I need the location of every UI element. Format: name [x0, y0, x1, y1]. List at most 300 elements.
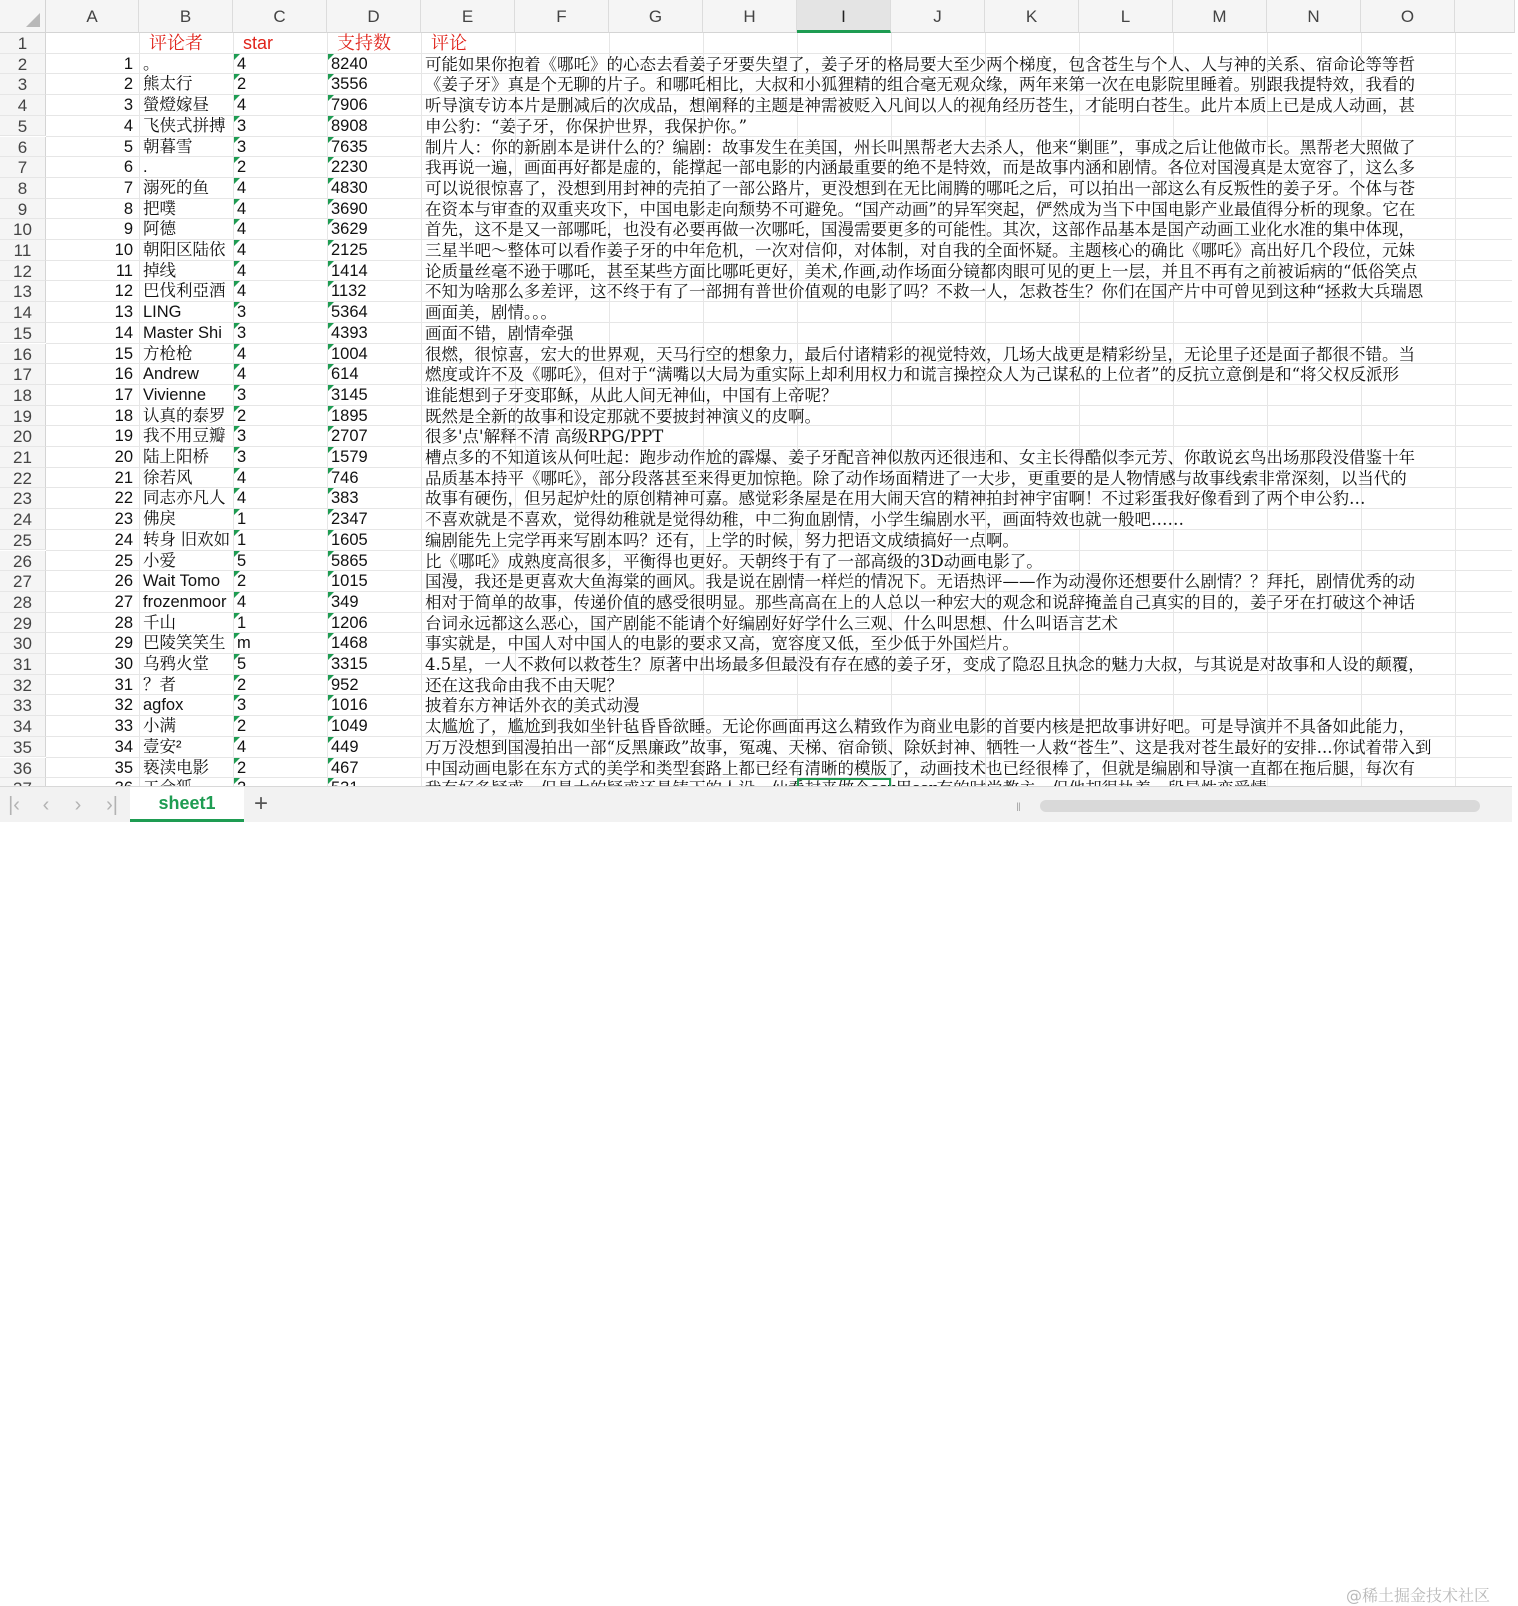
cell-reviewer[interactable]: Vivienne — [143, 385, 206, 404]
cell-support-count[interactable]: 4393 — [331, 323, 368, 342]
cell-reviewer[interactable]: 阿德 — [143, 220, 176, 239]
row-header[interactable]: 19 — [0, 406, 46, 427]
cell-support-count[interactable]: 1206 — [331, 613, 368, 632]
cell-star[interactable]: 1 — [237, 510, 247, 529]
add-sheet-button[interactable]: + — [253, 790, 268, 817]
row-header[interactable]: 11 — [0, 240, 46, 261]
row-header[interactable]: 2 — [0, 54, 46, 75]
number-as-text-flag-icon — [328, 488, 334, 494]
number-as-text-flag-icon — [328, 592, 334, 598]
number-as-text-flag-icon — [328, 571, 334, 577]
row-header[interactable]: 35 — [0, 737, 46, 758]
number-as-text-flag-icon — [328, 406, 334, 412]
number-as-text-flag-icon — [234, 281, 240, 287]
cell-reviewer[interactable]: 巴陵笑笑生 — [143, 634, 226, 653]
scroll-split-handle[interactable]: ‖ — [1016, 800, 1021, 814]
number-as-text-flag-icon — [234, 530, 240, 536]
header-cell-b[interactable]: 评论者 — [149, 33, 203, 54]
cell-reviewer[interactable]: 掉线 — [143, 261, 176, 280]
number-as-text-flag-icon — [234, 116, 240, 122]
number-as-text-flag-icon — [328, 613, 334, 619]
cell-index[interactable]: 22 — [114, 489, 133, 508]
cell-index[interactable]: 5 — [123, 137, 133, 156]
column-header-n[interactable]: N — [1267, 0, 1361, 33]
cell-comment[interactable]: 比《哪吒》成熟度高很多，平衡得也更好。天朝终于有了一部高级的3D动画电影了。 — [425, 551, 1043, 571]
cell-reviewer[interactable]: 壹安² — [143, 737, 182, 756]
cell-support-count[interactable]: 1468 — [331, 634, 368, 653]
cell-support-count[interactable]: 383 — [331, 489, 359, 508]
row-header[interactable]: 28 — [0, 592, 46, 613]
cell-comment[interactable]: 《姜子牙》真是个无聊的片子。和哪吒相比，大叔和小狐狸精的组合毫无观众缘，两年来第一次在电影院里睡着。别跟我提特效，我看的 — [425, 75, 1415, 95]
number-as-text-flag-icon — [328, 261, 334, 267]
cell-comment[interactable]: 既然是全新的故事和设定那就不要披封神演义的皮啊。 — [425, 406, 821, 426]
cell-star[interactable]: 4 — [237, 220, 247, 239]
cell-support-count[interactable]: 3315 — [331, 655, 368, 673]
cell-comment[interactable]: 论质量丝毫不逊于哪吒，甚至某些方面比哪吒更好，美术,作画,动作场面分镜都肉眼可见的更上一层，并且不再有之前被诟病的“低俗笑点 — [425, 261, 1418, 281]
cell-comment[interactable]: 三星半吧～整体可以看作姜子牙的中年危机，一次对信仰，对体制，对自我的全面怀疑。主题核心的确比《哪吒》高出好几个段位，元妹 — [425, 241, 1415, 260]
row-header[interactable]: 15 — [0, 323, 46, 344]
cell-comment[interactable]: 编剧能先上完学再来写剧本吗？还有，上学的时候，努力把语文成绩搞好一点啊。 — [425, 530, 1019, 550]
cell-reviewer[interactable]: 徐若风 — [143, 468, 193, 487]
column-header-f[interactable]: F — [515, 0, 609, 33]
number-as-text-flag-icon — [328, 240, 334, 246]
number-as-text-flag-icon — [234, 633, 240, 639]
number-as-text-flag-icon — [234, 468, 240, 474]
number-as-text-flag-icon — [328, 778, 334, 784]
number-as-text-flag-icon — [328, 654, 334, 660]
number-as-text-flag-icon — [328, 157, 334, 163]
cell-comment[interactable]: 画面不错，剧情牵强 — [425, 323, 574, 343]
row-header[interactable]: 1 — [0, 33, 46, 54]
cell-comment[interactable]: 4.5星，一人不救何以救苍生？原著中出场最多但最没有存在感的姜子牙，变成了隐忍且执念的魅力大叔，与其说是对故事和人设的颠覆， — [425, 655, 1425, 674]
cell-index[interactable]: 16 — [114, 365, 133, 384]
row-header[interactable]: 31 — [0, 654, 46, 675]
cell-comment[interactable]: 还在这我命由我不由天呢？ — [425, 675, 623, 695]
cell-index[interactable]: 15 — [114, 344, 133, 363]
cell-index[interactable]: 9 — [123, 220, 133, 239]
cell-reviewer[interactable]: 方枪枪 — [143, 344, 193, 363]
cell-star[interactable]: 3 — [237, 427, 247, 446]
cell-comment[interactable]: 我再说一遍，画面再好都是虚的，能撑起一部电影的内涵最重要的绝不是特效，而是故事内涵和剧情。各位对国漫真是太宽容了，这么多 — [425, 158, 1415, 178]
column-header-j[interactable]: J — [891, 0, 985, 33]
cell-index[interactable]: 20 — [114, 448, 133, 466]
row-header[interactable]: 4 — [0, 95, 46, 116]
number-as-text-flag-icon — [234, 74, 240, 80]
cell-star[interactable]: 2 — [237, 406, 247, 425]
cell-comment[interactable]: 品质基本持平《哪吒》，部分段落甚至来得更加惊艳。除了动作场面精进了一大步，更重要的是人物情感与故事线索非常深刻，以当代的 — [425, 468, 1407, 488]
cell-support-count[interactable]: 614 — [331, 365, 359, 384]
last-sheet-icon[interactable]: ›| — [106, 794, 118, 816]
cell-index[interactable]: 14 — [114, 323, 133, 342]
number-as-text-flag-icon — [234, 385, 240, 391]
cell-support-count[interactable]: 3556 — [331, 75, 368, 94]
cell-index[interactable]: 17 — [114, 385, 133, 404]
cell-comment[interactable]: 国漫，我还是更喜欢大鱼海棠的画风。我是说在剧情一样烂的情况下。无语热评——作为动漫你还想要什么剧情？？拜托，剧情优秀的动 — [425, 572, 1415, 592]
number-as-text-flag-icon — [328, 54, 334, 60]
column-header-b[interactable]: B — [139, 0, 233, 33]
number-as-text-flag-icon — [234, 509, 240, 515]
number-as-text-flag-icon — [234, 675, 240, 681]
cell-support-count[interactable]: 1579 — [331, 448, 368, 466]
cell-reviewer[interactable]: 亵渎电影 — [143, 758, 209, 777]
column-header-i[interactable]: I — [797, 0, 891, 33]
number-as-text-flag-icon — [328, 468, 334, 474]
number-as-text-flag-icon — [328, 426, 334, 432]
cell-index[interactable]: 24 — [114, 530, 133, 549]
cell-star[interactable]: 3 — [237, 696, 247, 715]
cell-star[interactable]: 2 — [237, 675, 247, 694]
header-cell-d[interactable]: 支持数 — [337, 33, 391, 54]
cell-star[interactable]: 2 — [237, 75, 247, 94]
number-as-text-flag-icon — [234, 406, 240, 412]
row-header[interactable]: 32 — [0, 675, 46, 696]
cell-comment[interactable]: 故事有硬伤，但另起炉灶的原创精神可嘉。感觉彩条屋是在用大闹天宫的精神拍封神宇宙啊！不过彩蛋我好像看到了两个申公豹… — [425, 489, 1366, 509]
cell-index[interactable]: 4 — [123, 116, 133, 135]
number-as-text-flag-icon — [234, 137, 240, 143]
cell-support-count[interactable]: 2347 — [331, 510, 368, 529]
cell-reviewer[interactable]: frozenmoor — [143, 592, 227, 611]
cell-support-count[interactable]: 1132 — [331, 282, 367, 301]
number-as-text-flag-icon — [328, 116, 334, 122]
cell-reviewer[interactable]: 小爱 — [143, 551, 176, 570]
number-as-text-flag-icon — [328, 530, 334, 536]
cell-reviewer[interactable]: 小满 — [143, 717, 176, 736]
cell-comment[interactable]: 燃度或许不及《哪吒》，但对于“满嘴以大局为重实际上却利用权力和谎言操控众人为己谋私的上位者”的反抗立意倒是和“将父权反派形 — [425, 365, 1400, 385]
cell-index[interactable]: 27 — [114, 592, 133, 611]
cell-star[interactable]: 4 — [237, 737, 247, 756]
number-as-text-flag-icon — [328, 344, 334, 350]
cell-index[interactable]: 28 — [114, 613, 133, 632]
cell-index[interactable]: 6 — [123, 158, 133, 177]
cell-comment[interactable]: 不知为啥那么多差评，这不终于有了一部拥有普世价值观的电影了吗？不救一人，怎救苍生？你们在国产片中可曾见到这种“拯救大兵瑞恩 — [425, 282, 1424, 302]
number-as-text-flag-icon — [234, 54, 240, 60]
spreadsheet-grid[interactable] — [0, 0, 1512, 786]
column-header-c[interactable]: C — [233, 0, 327, 33]
cell-reviewer[interactable]: . — [143, 158, 148, 177]
row-header[interactable]: 24 — [0, 509, 46, 530]
row-header[interactable]: 14 — [0, 302, 46, 323]
cell-comment[interactable]: 申公豹：“姜子牙，你保护世界，我保护你。” — [425, 116, 748, 136]
cell-star[interactable]: 1 — [237, 530, 247, 549]
cell-star[interactable]: m — [237, 634, 251, 653]
number-as-text-flag-icon — [234, 219, 240, 225]
cell-comment[interactable]: 首先，这不是又一部哪吒，也没有必要再做一次哪吒，国漫需要更多的可能性。其次，这部作品基本是国产动画工业化水准的集中体现， — [425, 220, 1415, 240]
cell-support-count[interactable]: 1016 — [331, 696, 368, 715]
cell-reviewer[interactable]: ？者 — [143, 675, 176, 694]
cell-index[interactable]: 10 — [114, 241, 133, 259]
cell-index[interactable]: 2 — [123, 75, 133, 94]
column-header-a[interactable]: A — [46, 0, 139, 33]
cell-reviewer[interactable]: 。 — [143, 54, 160, 73]
cell-star[interactable]: 4 — [237, 344, 247, 363]
row-header[interactable]: 6 — [0, 137, 46, 158]
row-header[interactable]: 3 — [0, 74, 46, 95]
cell-star[interactable]: 3 — [237, 323, 247, 342]
number-as-text-flag-icon — [234, 157, 240, 163]
cell-comment[interactable]: 可以说很惊喜了，没想到用封神的壳拍了一部公路片，更没想到在无比闹腾的哪吒之后，可以拍出一部这么有反叛性的姜子牙。个体与苍 — [425, 178, 1415, 198]
sheet-tab-bar — [0, 786, 1512, 1605]
cell-comment[interactable]: 画面美，剧情。。。 — [425, 303, 557, 323]
cell-reviewer[interactable]: LING — [143, 303, 182, 322]
column-header-h[interactable]: H — [703, 0, 797, 33]
cell-support-count[interactable]: 2230 — [331, 158, 368, 177]
row-header[interactable]: 16 — [0, 344, 46, 365]
cell-support-count[interactable]: 1004 — [331, 344, 368, 363]
row-header[interactable]: 34 — [0, 716, 46, 737]
first-sheet-icon[interactable]: |‹ — [8, 794, 20, 816]
cell-support-count[interactable]: 7635 — [331, 137, 368, 156]
select-all-icon — [26, 13, 40, 27]
row-header[interactable]: 9 — [0, 199, 46, 220]
number-as-text-flag-icon — [234, 488, 240, 494]
row-header[interactable]: 7 — [0, 157, 46, 178]
cell-index[interactable]: 35 — [114, 758, 133, 777]
next-sheet-icon[interactable]: › — [74, 794, 82, 816]
cell-reviewer[interactable]: 溺死的鱼 — [143, 178, 209, 197]
row-header[interactable]: 29 — [0, 613, 46, 634]
cell-support-count[interactable]: 746 — [331, 468, 359, 487]
cell-support-count[interactable]: 1895 — [331, 406, 368, 425]
number-as-text-flag-icon — [328, 199, 334, 205]
number-as-text-flag-icon — [234, 551, 240, 557]
cell-star[interactable]: 3 — [237, 303, 247, 322]
cell-support-count[interactable]: 2707 — [331, 427, 368, 446]
cell-reviewer[interactable]: 我不用豆瓣 — [143, 427, 226, 446]
cell-reviewer[interactable]: 乌鸦火堂 — [143, 655, 209, 673]
cell-star[interactable]: 2 — [237, 158, 247, 177]
row-header[interactable]: 25 — [0, 530, 46, 551]
number-as-text-flag-icon — [234, 737, 240, 743]
cell-index[interactable]: 30 — [114, 655, 133, 673]
cell-star[interactable]: 3 — [237, 137, 247, 156]
cell-star[interactable]: 4 — [237, 199, 247, 218]
number-as-text-flag-icon — [234, 302, 240, 308]
cell-star[interactable]: 2 — [237, 717, 247, 736]
cell-reviewer[interactable]: 熊太行 — [143, 75, 193, 94]
cell-index[interactable]: 23 — [114, 510, 133, 529]
tab-sheet1[interactable]: sheet1 — [130, 787, 244, 822]
cell-comment[interactable]: 很燃，很惊喜，宏大的世界观，天马行空的想象力，最后付诸精彩的视觉特效，几场大战更是精彩纷呈，无论里子还是面子都很不错。当 — [425, 344, 1415, 364]
column-header-partial[interactable] — [1455, 0, 1515, 33]
cell-reviewer[interactable]: 同志亦凡人 — [143, 489, 226, 508]
number-as-text-flag-icon — [234, 571, 240, 577]
cell-index[interactable]: 18 — [114, 406, 133, 425]
cell-star[interactable]: 4 — [237, 592, 247, 611]
number-as-text-flag-icon — [328, 281, 334, 287]
cell-comment[interactable]: 谁能想到子牙变耶稣，从此人间无神仙，中国有上帝呢？ — [425, 385, 838, 405]
row-header[interactable]: 36 — [0, 758, 46, 779]
cell-comment[interactable]: 中国动画电影在东方式的美学和类型套路上都已经有清晰的模版了，动画技术也已经很棒了，但就是编剧和导演一直都在拖后腿，每次有 — [425, 758, 1415, 778]
horizontal-scrollbar[interactable] — [1040, 800, 1480, 812]
number-as-text-flag-icon — [328, 302, 334, 308]
number-as-text-flag-icon — [328, 385, 334, 391]
column-header-m[interactable]: M — [1173, 0, 1267, 33]
row-header[interactable]: 26 — [0, 551, 46, 572]
row-header[interactable]: 12 — [0, 261, 46, 282]
cell-index[interactable]: 1 — [123, 54, 133, 73]
cell-comment[interactable]: 制片人：你的新剧本是讲什么的？编剧：故事发生在美国，州长叫黑帮老大去杀人，他来“剿匪”，事成之后让他做市长。黑帮老大照做了 — [425, 137, 1416, 157]
number-as-text-flag-icon — [328, 551, 334, 557]
column-header-e[interactable]: E — [421, 0, 515, 33]
number-as-text-flag-icon — [328, 364, 334, 370]
number-as-text-flag-icon — [234, 654, 240, 660]
number-as-text-flag-icon — [234, 240, 240, 246]
number-as-text-flag-icon — [234, 95, 240, 101]
cell-comment[interactable]: 可能如果你抱着《哪吒》的心态去看姜子牙要失望了，姜子牙的格局要大至少两个梯度，包含苍生与个人、人与神的关系、宿命论等等哲 — [425, 54, 1415, 74]
cell-reviewer[interactable]: 朝暮雪 — [143, 137, 193, 156]
cell-reviewer[interactable]: 千山 — [143, 613, 176, 632]
cell-reviewer[interactable]: 巴伐利亞酒 — [143, 282, 226, 301]
number-as-text-flag-icon — [234, 716, 240, 722]
cell-comment[interactable]: 在资本与审查的双重夹攻下，中国电影走向颓势不可避免。“国产动画”的异军突起，俨然成为当下中国电影产业最值得分析的现象。它在 — [425, 199, 1416, 219]
cell-comment[interactable]: 相对于简单的故事，传递价值的感受很明显。那些高高在上的人总以一种宏大的观念和说辞掩盖自己真实的目的，姜子牙在打破这个神话 — [425, 592, 1415, 612]
cell-support-count[interactable]: 2125 — [331, 241, 368, 259]
row-header[interactable]: 21 — [0, 447, 46, 468]
row-header[interactable]: 13 — [0, 281, 46, 302]
number-as-text-flag-icon — [328, 758, 334, 764]
number-as-text-flag-icon — [234, 344, 240, 350]
number-as-text-flag-icon — [234, 199, 240, 205]
cell-star[interactable]: 1 — [237, 613, 247, 632]
column-header-o[interactable]: O — [1361, 0, 1455, 33]
cell-star[interactable]: 4 — [237, 241, 247, 259]
number-as-text-flag-icon — [234, 778, 240, 784]
row-header[interactable]: 5 — [0, 116, 46, 137]
cell-star[interactable]: 2 — [237, 572, 247, 591]
header-cell-c[interactable]: star — [243, 33, 274, 53]
column-header-l[interactable]: L — [1079, 0, 1173, 33]
cell-reviewer[interactable]: 飞侠式拼搏 — [143, 116, 226, 135]
row-header[interactable]: 8 — [0, 178, 46, 199]
cell-support-count[interactable]: 1015 — [331, 572, 368, 591]
row-header[interactable]: 18 — [0, 385, 46, 406]
cell-index[interactable]: 3 — [123, 96, 133, 115]
cell-support-count[interactable]: 5865 — [331, 551, 368, 570]
cell-comment[interactable]: 事实就是，中国人对中国人的电影的要求又高，宽容度又低，至少低于外国烂片。 — [425, 634, 1019, 654]
cell-index[interactable]: 25 — [114, 551, 133, 570]
cell-support-count[interactable]: 3145 — [331, 385, 368, 404]
number-as-text-flag-icon — [234, 613, 240, 619]
cell-index[interactable]: 31 — [114, 675, 133, 694]
cell-star[interactable]: 3 — [237, 385, 247, 404]
cell-reviewer[interactable]: 陆上阳桥 — [143, 448, 209, 466]
cell-reviewer[interactable]: 转身 旧欢如 — [143, 530, 231, 549]
number-as-text-flag-icon — [234, 447, 240, 453]
watermark: @稀土掘金技术社区 — [1345, 1586, 1490, 1605]
cell-star[interactable]: 5 — [237, 551, 247, 570]
cell-index[interactable]: 33 — [114, 717, 133, 736]
cell-reviewer[interactable]: 把噗 — [143, 199, 176, 218]
number-as-text-flag-icon — [328, 95, 334, 101]
row-header[interactable]: 30 — [0, 633, 46, 654]
cell-reviewer[interactable]: 朝阳区陆依 — [143, 241, 226, 259]
cell-index[interactable]: 34 — [114, 737, 133, 756]
cell-index[interactable]: 13 — [114, 303, 133, 322]
cell-index[interactable]: 21 — [114, 468, 133, 487]
cell-star[interactable]: 2 — [237, 758, 247, 777]
prev-sheet-icon[interactable]: ‹ — [42, 794, 50, 816]
cell-reviewer[interactable]: 佛戾 — [143, 510, 176, 529]
cell-reviewer[interactable]: Wait Tomo — [143, 572, 221, 591]
cell-support-count[interactable]: 7906 — [331, 96, 368, 115]
cell-support-count[interactable]: 349 — [331, 592, 359, 611]
cell-index[interactable]: 29 — [114, 634, 133, 653]
cell-support-count[interactable]: 1414 — [331, 261, 368, 280]
cell-support-count[interactable]: 449 — [331, 737, 359, 756]
cell-star[interactable]: 3 — [237, 448, 247, 466]
cell-support-count[interactable]: 3690 — [331, 199, 368, 218]
cell-support-count[interactable]: 1605 — [331, 530, 368, 549]
column-header-k[interactable]: K — [985, 0, 1079, 33]
row-header[interactable]: 27 — [0, 571, 46, 592]
cell-star[interactable]: 4 — [237, 365, 247, 384]
cell-comment[interactable]: 槽点多的不知道该从何吐起：跑步动作尬的霹爆、姜子牙配音神似敖丙还很违和、女主长得酷似李元芳、你敢说玄鸟出场那段没借鉴十年 — [425, 448, 1415, 467]
cell-reviewer[interactable]: Master Shi — [143, 323, 222, 342]
cell-support-count[interactable]: 8908 — [331, 116, 368, 135]
cell-support-count[interactable]: 8240 — [331, 54, 368, 73]
cell-reviewer[interactable]: Andrew — [143, 365, 199, 384]
cell-reviewer[interactable]: agfox — [143, 696, 184, 715]
cell-support-count[interactable]: 467 — [331, 758, 359, 777]
cell-comment[interactable]: 很多'点'解释不清 高级RPG/PPT — [425, 427, 664, 447]
cell-index[interactable]: 19 — [114, 427, 133, 446]
cell-comment[interactable]: 台词永远都这么恶心，国产剧能不能请个好编剧好好学什么三观、什么叫思想、什么叫语言艺术 — [425, 613, 1118, 633]
cell-star[interactable]: 4 — [237, 489, 247, 508]
cell-reviewer[interactable]: 认真的泰罗 — [143, 406, 226, 425]
row-header[interactable]: 17 — [0, 364, 46, 385]
row-header[interactable]: 22 — [0, 468, 46, 489]
cell-star[interactable]: 4 — [237, 54, 247, 73]
cell-index[interactable]: 7 — [123, 178, 133, 197]
number-as-text-flag-icon — [234, 261, 240, 267]
cell-support-count[interactable]: 4830 — [331, 178, 368, 197]
row-header[interactable]: 10 — [0, 219, 46, 240]
select-all-corner[interactable] — [0, 0, 46, 33]
column-header-d[interactable]: D — [327, 0, 421, 33]
cell-support-count[interactable]: 1049 — [331, 717, 368, 736]
column-header-g[interactable]: G — [609, 0, 703, 33]
cell-support-count[interactable]: 3629 — [331, 220, 368, 239]
cell-star[interactable]: 4 — [237, 282, 247, 301]
cell-comment[interactable]: 太尴尬了，尴尬到我如坐针毡昏昏欲睡。无论你画面再这么精致作为商业电影的首要内核是把故事讲好吧。可是导演并不具备如此能力， — [425, 717, 1415, 737]
cell-reviewer[interactable]: 螢燈嫁昼 — [143, 96, 209, 115]
cell-support-count[interactable]: 5364 — [331, 303, 368, 322]
row-header[interactable]: 20 — [0, 426, 46, 447]
cell-comment[interactable]: 万万没想到国漫拍出一部“反黑廉政”故事，冤魂、天梯、宿命锁、除妖封神、牺牲一人救“苍生”、这是我对苍生最好的安排...你试着带入到 — [425, 737, 1432, 757]
cell-star[interactable]: 4 — [237, 178, 247, 197]
cell-index[interactable]: 12 — [114, 282, 133, 301]
number-as-text-flag-icon — [328, 447, 334, 453]
cell-star[interactable]: 4 — [237, 261, 247, 280]
number-as-text-flag-icon — [328, 509, 334, 515]
cell-comment[interactable]: 披着东方神话外衣的美式动漫 — [425, 696, 640, 716]
row-header[interactable]: 33 — [0, 695, 46, 716]
cell-star[interactable]: 3 — [237, 116, 247, 135]
cell-index[interactable]: 32 — [114, 696, 133, 715]
row-header[interactable]: 23 — [0, 488, 46, 509]
cell-comment[interactable]: 不喜欢就是不喜欢，觉得幼稚就是觉得幼稚，中二狗血剧情，小学生编剧水平，画面特效也就一般吧…… — [425, 510, 1184, 530]
cell-index[interactable]: 26 — [114, 572, 133, 591]
header-cell-e[interactable]: 评论 — [431, 33, 467, 54]
cell-star[interactable]: 4 — [237, 468, 247, 487]
cell-star[interactable]: 5 — [237, 655, 247, 673]
cell-index[interactable]: 11 — [115, 261, 133, 280]
cell-support-count[interactable]: 952 — [331, 675, 359, 694]
cell-index[interactable]: 8 — [123, 199, 133, 218]
number-as-text-flag-icon — [234, 592, 240, 598]
cell-comment[interactable]: 听导演专访本片是删减后的次成品，想阐释的主题是神需被贬入凡间以人的视角经历苍生，才能明白苍生。此片本质上已是成人动画，甚 — [425, 96, 1415, 116]
cell-star[interactable]: 4 — [237, 96, 247, 115]
